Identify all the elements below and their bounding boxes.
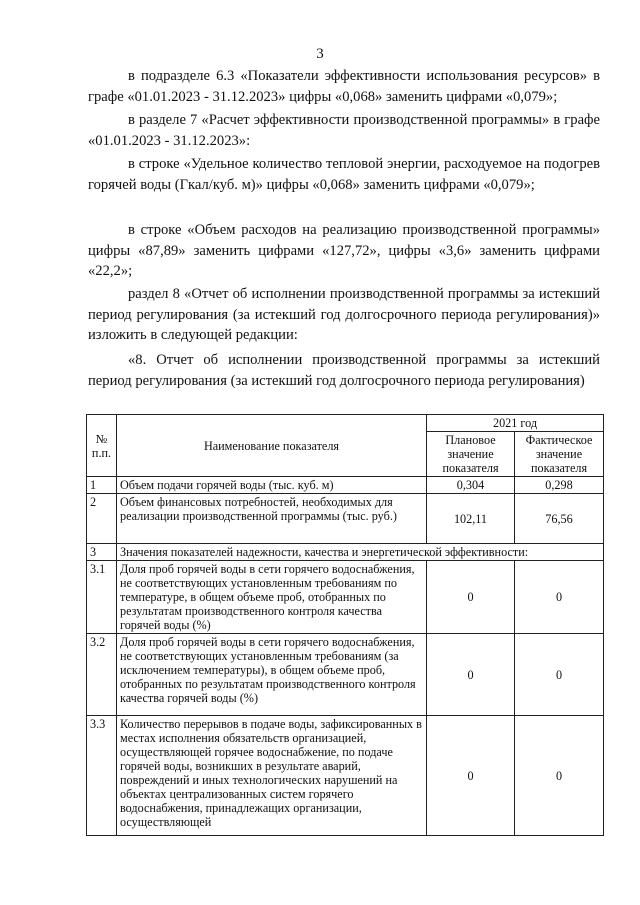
row-actual: 76,56 bbox=[515, 494, 604, 544]
table-row bbox=[87, 634, 604, 716]
header-planned: Плановое значение показателя bbox=[427, 432, 515, 477]
header-year: 2021 год bbox=[427, 415, 604, 432]
row-planned: 0 bbox=[427, 634, 515, 716]
row-planned: 0 bbox=[427, 561, 515, 634]
paragraph-section-8: раздел 8 «Отчет об исполнении производственной программы за истекший период регулирования (за истекший год долгосрочного периода регулирования)» изложить в следующей редакции: bbox=[88, 286, 600, 344]
table-row bbox=[87, 716, 604, 836]
table-row bbox=[87, 561, 604, 634]
row-planned: 0,304 bbox=[427, 477, 515, 494]
header-name: Наименование показателя bbox=[117, 415, 427, 477]
row-name: Количество перерывов в подаче воды, зафиксированных в местах исполнения обязательств организацией, осуществляющей горячее водоснабжение, по подаче горячей воды, возникших в результате аварий, повреждений и иных технологических нарушений на объектах централизованных систем горячего водоснабжения, принадлежащих организации, осуществляющей bbox=[117, 716, 427, 836]
row-actual: 0 bbox=[515, 634, 604, 716]
header-num: № п.п. bbox=[87, 415, 117, 477]
paragraph-6-3: в подразделе 6.3 «Показатели эффективности использования ресурсов» в графе «01.01.2023 - 31.12.2023» цифры «0,068» заменить цифрами «0,079»; bbox=[88, 68, 600, 105]
paragraph-expenses: в строке «Объем расходов на реализацию производственной программы» цифры «87,89» заменить цифрами «127,72», цифры «3,6» заменить цифрами «22,2»; bbox=[88, 222, 600, 280]
paragraph-heat-energy: в строке «Удельное количество тепловой энергии, расходуемое на подогрев горячей воды (Гкал/куб. м)» цифры «0,068» заменить цифрами «0,079»; bbox=[88, 156, 600, 193]
paragraph-section-8-title: «8. Отчет об исполнении производственной программы за истекший период регулирования (за истекший год долгосрочного периода регулирования) bbox=[88, 352, 600, 389]
row-name: Доля проб горячей воды в сети горячего водоснабжения, не соответствующих установленным требованиям (за исключением температуры), в общем объеме проб, отобранных по результатам производственного контроля качества горячей воды (%) bbox=[117, 634, 427, 716]
row-name: Объем подачи горячей воды (тыс. куб. м) bbox=[117, 477, 427, 494]
row-name: Значения показателей надежности, качества и энергетической эффективности: bbox=[117, 544, 604, 561]
table-header-row bbox=[87, 415, 604, 432]
row-planned: 102,11 bbox=[427, 494, 515, 544]
header-actual: Фактическое значение показателя bbox=[515, 432, 604, 477]
row-num: 2 bbox=[87, 494, 117, 544]
row-planned: 0 bbox=[427, 716, 515, 836]
paragraph-section-7: в разделе 7 «Расчет эффективности производственной программы» в графе «01.01.2023 - 31.12.2023»: bbox=[88, 112, 600, 149]
row-actual: 0,298 bbox=[515, 477, 604, 494]
page-number: 3 bbox=[316, 46, 324, 62]
row-num: 3 bbox=[87, 544, 117, 561]
row-num: 3.3 bbox=[87, 716, 117, 836]
row-num: 1 bbox=[87, 477, 117, 494]
row-name: Объем финансовых потребностей, необходимых для реализации производственной программы (тыс. руб.) bbox=[117, 494, 427, 544]
row-num: 3.1 bbox=[87, 561, 117, 634]
row-name: Доля проб горячей воды в сети горячего водоснабжения, не соответствующих установленным требованиям по температуре, в общем объеме проб, отобранных по результатам производственного контроля качества горячей воды (%) bbox=[117, 561, 427, 634]
row-actual: 0 bbox=[515, 561, 604, 634]
table-row bbox=[87, 477, 604, 494]
row-num: 3.2 bbox=[87, 634, 117, 716]
table-row bbox=[87, 494, 604, 544]
table-row bbox=[87, 544, 604, 561]
row-actual: 0 bbox=[515, 716, 604, 836]
report-table bbox=[86, 414, 604, 836]
